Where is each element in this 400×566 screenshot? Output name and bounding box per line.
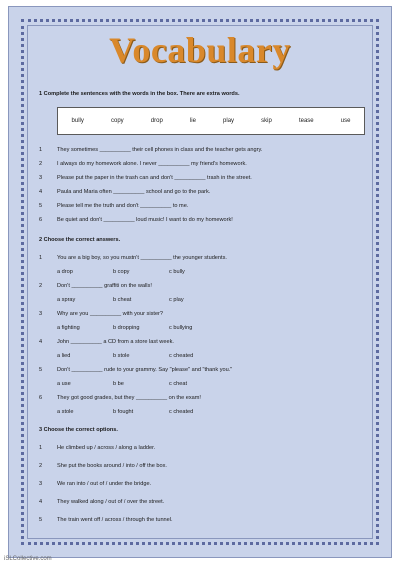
exercise1-item xyxy=(39,189,210,198)
item-number: 6 xyxy=(39,395,43,401)
answer-options xyxy=(57,353,225,361)
option-c[interactable]: c cheat xyxy=(169,381,188,387)
exercise2-item xyxy=(39,311,163,320)
worksheet-title: Vocabulary xyxy=(109,30,291,70)
item-text: Don't __________ graffiti on the walls! xyxy=(57,283,152,289)
section3-heading: 3 Choose the correct options. xyxy=(39,427,118,433)
exercise3-item xyxy=(39,445,155,454)
item-text: You are a big boy, so you mustn't __________ the younger students. xyxy=(57,255,227,261)
option-b[interactable]: b cheat xyxy=(113,297,132,303)
option-a[interactable]: a drop xyxy=(57,269,73,275)
option-c[interactable]: c bully xyxy=(169,269,185,275)
exercise1-item xyxy=(39,175,252,184)
option-a[interactable]: a spray xyxy=(57,297,76,303)
exercise3-item xyxy=(39,463,167,472)
exercise3-item xyxy=(39,517,173,526)
answer-options xyxy=(57,409,225,417)
item-text: We ran into / out of / under the bridge. xyxy=(57,481,152,487)
item-text: He climbed up / across / along a ladder. xyxy=(57,445,156,451)
worksheet xyxy=(8,6,392,558)
item-text: Please put the paper in the trash can and don't __________ trash in the street. xyxy=(57,175,252,181)
word-item: play xyxy=(223,118,235,124)
word-box xyxy=(57,107,365,135)
item-text: Be quiet and don't __________ loud music! I want to do my homework! xyxy=(57,217,233,223)
watermark: iSLCollective.com xyxy=(4,556,52,562)
item-text: Don't __________ rude to your grammy. Say "please" and "thank you." xyxy=(57,367,233,373)
option-b[interactable]: b dropping xyxy=(113,325,140,331)
item-number: 1 xyxy=(39,147,43,153)
section1-heading: 1 Complete the sentences with the words in the box. There are extra words. xyxy=(39,91,240,97)
item-number: 5 xyxy=(39,203,43,209)
item-text: The train went off / across / through the tunnel. xyxy=(57,517,173,523)
exercise1-item xyxy=(39,147,262,156)
exercise2-item xyxy=(39,395,201,404)
section2-heading: 2 Choose the correct answers. xyxy=(39,237,121,243)
item-number: 1 xyxy=(39,255,43,261)
answer-options xyxy=(57,381,225,389)
option-c[interactable]: c cheated xyxy=(169,409,194,415)
word-item: bully xyxy=(71,118,84,124)
item-text: Please tell me the truth and don't __________ to me. xyxy=(57,203,189,209)
item-text: She put the books around / into / off the box. xyxy=(57,463,167,469)
exercise1-item xyxy=(39,203,188,212)
option-a[interactable]: a fighting xyxy=(57,325,80,331)
exercise2-item xyxy=(39,283,152,292)
item-number: 2 xyxy=(39,463,43,469)
item-text: They walked along / out of / over the street. xyxy=(57,499,165,505)
word-item: use xyxy=(340,118,351,124)
item-number: 2 xyxy=(39,283,43,289)
item-number: 6 xyxy=(39,217,43,223)
item-text: John __________ a CD from a store last week. xyxy=(57,339,174,345)
item-number: 4 xyxy=(39,499,43,505)
item-number: 5 xyxy=(39,517,43,523)
item-text: They sometimes __________ their cell phones in class and the teacher gets angry. xyxy=(57,147,263,153)
word-item: lie xyxy=(189,118,196,124)
option-b[interactable]: b be xyxy=(113,381,124,387)
exercise1-item xyxy=(39,161,247,170)
item-number: 3 xyxy=(39,311,43,317)
item-text: They got good grades, but they __________ on the exam! xyxy=(57,395,201,401)
item-number: 3 xyxy=(39,175,43,181)
exercise1-item xyxy=(39,217,233,226)
answer-options xyxy=(57,297,225,305)
inner-border xyxy=(27,25,373,539)
item-number: 4 xyxy=(39,339,43,345)
option-b[interactable]: b fought xyxy=(113,409,134,415)
exercise3-item xyxy=(39,499,164,508)
exercise3-item xyxy=(39,481,151,490)
answer-options xyxy=(57,269,225,277)
option-c[interactable]: c bullying xyxy=(169,325,193,331)
option-c[interactable]: c cheated xyxy=(169,353,194,359)
answer-options xyxy=(57,325,225,333)
item-number: 4 xyxy=(39,189,43,195)
item-text: Paula and Maria often __________ school and go to the park. xyxy=(57,189,211,195)
item-number: 3 xyxy=(39,481,43,487)
option-b[interactable]: b copy xyxy=(113,269,130,275)
word-item: copy xyxy=(111,118,124,124)
item-number: 2 xyxy=(39,161,43,167)
item-number: 1 xyxy=(39,445,43,451)
exercise2-item xyxy=(39,339,174,348)
exercise2-item xyxy=(39,255,227,264)
option-a[interactable]: a stole xyxy=(57,409,74,415)
option-c[interactable]: c play xyxy=(169,297,184,303)
word-item: drop xyxy=(150,118,163,124)
word-item: skip xyxy=(261,118,272,124)
option-a[interactable]: a use xyxy=(57,381,71,387)
item-number: 5 xyxy=(39,367,43,373)
option-a[interactable]: a lied xyxy=(57,353,71,359)
item-text: I always do my homework alone. I never __________ my friend's homework. xyxy=(57,161,247,167)
item-text: Why are you __________ with your sister? xyxy=(57,311,164,317)
exercise2-item xyxy=(39,367,232,376)
word-item: tease xyxy=(298,118,314,124)
option-b[interactable]: b stole xyxy=(113,353,130,359)
